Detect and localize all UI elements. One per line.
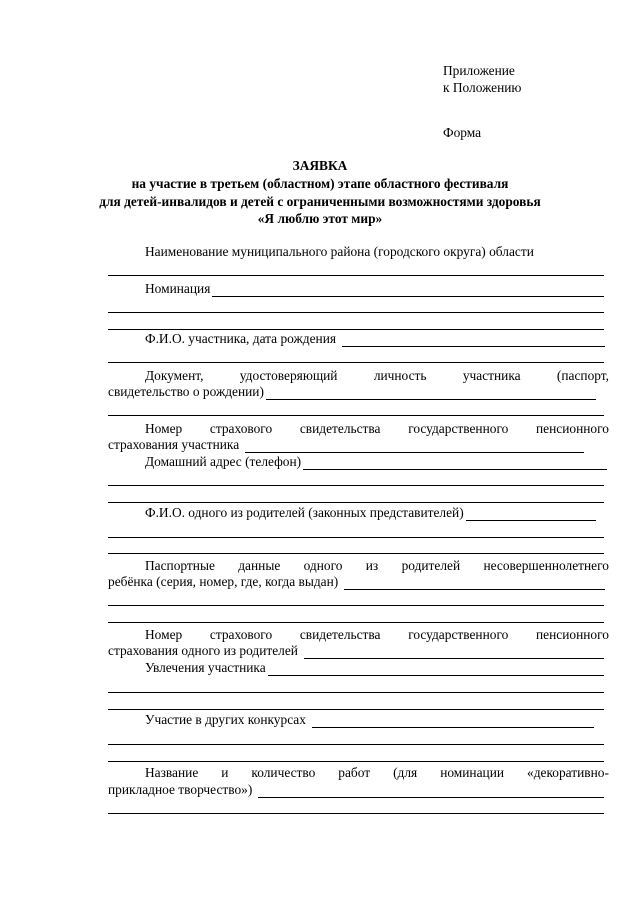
document-field[interactable] — [108, 384, 596, 400]
document-title: ЗАЯВКА — [292, 158, 348, 173]
document-label-line-2: свидетельство о рождении) — [108, 384, 264, 399]
works-word: количество — [251, 765, 316, 780]
title-line-1: на участие в третьем (областном) этапе областного фестиваля — [131, 176, 509, 191]
passport-word: Паспортные — [145, 558, 215, 573]
home-address-label: Домашний адрес (телефон) — [145, 454, 302, 469]
works-word: работ — [338, 765, 371, 780]
home-address-line-2[interactable] — [108, 485, 604, 486]
parent-insurance-word: государственного — [408, 627, 509, 642]
works-word: «декоративно- — [527, 765, 609, 780]
parent-insurance-line-1 — [145, 627, 609, 643]
hobbies-field[interactable] — [145, 660, 604, 676]
insurance-line-1 — [145, 421, 609, 437]
form-label: Форма — [443, 125, 482, 140]
parent-name-line-3[interactable] — [108, 553, 604, 554]
insurance-field[interactable] — [108, 437, 584, 453]
passport-label-line-2: ребёнка (серия, номер, где, когда выдан) — [108, 574, 339, 589]
insurance-word: страхового — [209, 421, 273, 436]
hobbies-line-3[interactable] — [108, 709, 604, 710]
nomination-field[interactable] — [145, 281, 604, 297]
passport-word: родителей — [401, 558, 461, 573]
home-address-line-3[interactable] — [108, 502, 604, 503]
insurance-word: государственного — [408, 421, 509, 436]
parent-insurance-word: Номер — [145, 627, 183, 642]
parent-name-label: Ф.И.О. одного из родителей (законных представителей) — [145, 505, 464, 520]
participant-name-label: Ф.И.О. участника, дата рождения — [145, 331, 337, 346]
parent-insurance-word: пенсионного — [535, 627, 609, 642]
nomination-label: Номинация — [145, 281, 211, 296]
document-word: личность — [373, 368, 427, 383]
contests-label: Участие в других конкурсах — [145, 712, 306, 727]
participant-name-field[interactable] — [145, 331, 605, 347]
document-word: участника — [462, 368, 521, 383]
works-field[interactable] — [108, 782, 604, 798]
parent-name-field[interactable] — [145, 505, 596, 521]
nomination-line-3[interactable] — [108, 329, 604, 330]
passport-line-1 — [145, 558, 609, 574]
works-word: и — [221, 765, 229, 780]
contests-field[interactable] — [145, 712, 594, 728]
district-label: Наименование муниципального района (городского округа) области — [145, 244, 534, 259]
participant-name-line-2[interactable] — [108, 362, 604, 363]
passport-field[interactable] — [108, 574, 605, 590]
nomination-line-2[interactable] — [108, 312, 604, 313]
document-line-3[interactable] — [108, 415, 604, 416]
passport-line-4[interactable] — [108, 622, 604, 623]
insurance-word: Номер — [145, 421, 183, 436]
works-line-1 — [145, 765, 609, 781]
insurance-word: свидетельства — [299, 421, 381, 436]
passport-line-3[interactable] — [108, 605, 604, 606]
document-word: Документ, — [145, 368, 204, 383]
passport-word: данные — [238, 558, 281, 573]
appendix-line-1: Приложение — [443, 63, 515, 78]
parent-insurance-word: страхового — [209, 627, 273, 642]
document-word: удостоверяющий — [239, 368, 338, 383]
works-word: (для — [393, 765, 418, 780]
parent-insurance-label-line-2: страхования одного из родителей — [108, 643, 298, 658]
contests-line-2[interactable] — [108, 744, 604, 745]
document-word: (паспорт, — [556, 368, 609, 383]
works-label-line-2: прикладное творчество») — [108, 782, 253, 797]
home-address-field[interactable] — [145, 454, 607, 470]
passport-word: несовершеннолетнего — [483, 558, 609, 573]
contests-line-3[interactable] — [108, 761, 604, 762]
works-word: номинации — [440, 765, 505, 780]
document-line-1 — [145, 368, 609, 384]
insurance-label-line-2: страхования участника — [108, 437, 240, 452]
works-word: Название — [145, 765, 199, 780]
title-line-3: «Я люблю этот мир» — [257, 211, 383, 226]
title-line-2: для детей-инвалидов и детей с ограниченными возможностями здоровья — [99, 194, 541, 209]
insurance-word: пенсионного — [535, 421, 609, 436]
passport-word: из — [365, 558, 379, 573]
district-input-line[interactable] — [108, 275, 604, 276]
passport-word: одного — [303, 558, 343, 573]
parent-insurance-word: свидетельства — [299, 627, 381, 642]
hobbies-label: Увлечения участника — [145, 660, 266, 675]
parent-name-line-2[interactable] — [108, 537, 604, 538]
hobbies-line-2[interactable] — [108, 692, 604, 693]
works-line-3[interactable] — [108, 813, 604, 814]
parent-insurance-field[interactable] — [108, 643, 604, 659]
appendix-line-2: к Положению — [443, 80, 522, 95]
